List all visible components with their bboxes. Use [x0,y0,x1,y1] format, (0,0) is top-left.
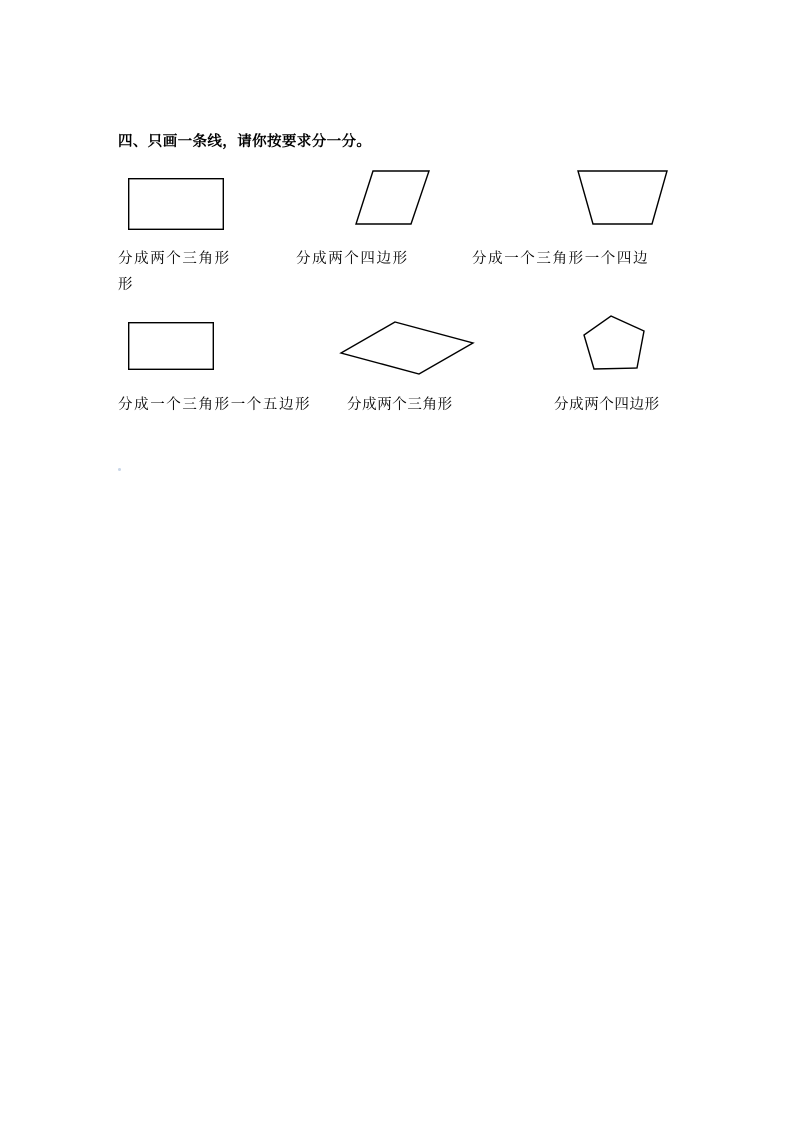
shape-rhombus-2 [340,321,474,375]
caption-row1-1: 分成两个三角形 [118,251,231,267]
shape-trapezoid-1 [572,170,668,226]
caption-row2-3: 分成两个四边形 [554,397,660,413]
caption-row2-1: 分成一个三角形一个五边形 [118,397,312,413]
caption-row1-2: 分成两个四边形 [296,251,409,267]
page-title: 四、只画一条线，请你按要求分一分。 [118,134,372,150]
shape-rectangle-2 [128,322,214,370]
shape-pentagon-2 [583,315,647,373]
caption-row1-3-line2: 形 [118,277,135,293]
caption-row2-2: 分成两个三角形 [347,397,453,413]
page-marker-dot [118,468,121,471]
caption-row1-3-line1: 分成一个三角形一个四边 [472,251,650,267]
shape-parallelogram-1 [355,170,430,226]
shape-rectangle-1 [128,178,224,230]
